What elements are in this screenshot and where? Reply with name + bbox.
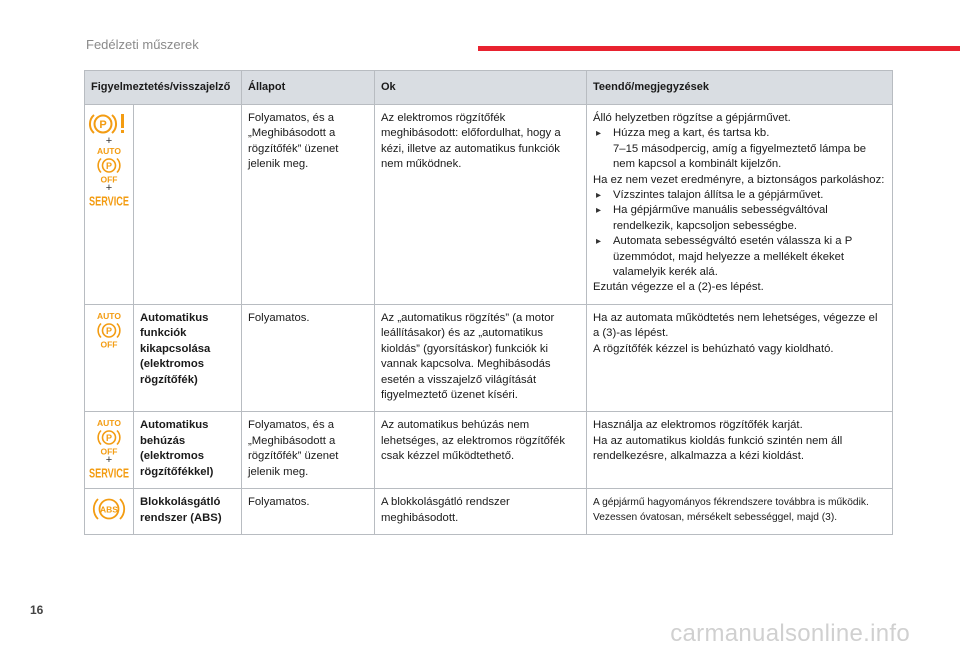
warning-icons-cell (85, 105, 134, 305)
warning-name (134, 105, 242, 305)
warning-name: Automatikus behúzás (elektromos rögzítőfékkel) (134, 412, 242, 489)
warning-name: Automatikus funkciók kikapcsolása (elektromos rögzítőfék) (134, 304, 242, 411)
svg-text:P: P (99, 119, 107, 131)
svg-text:SERVICE: SERVICE (89, 465, 130, 481)
section-title: Fedélzeti műszerek (86, 37, 199, 52)
svg-text:AUTO: AUTO (97, 418, 121, 429)
state-text: Folyamatos, és a „Meghibásodott a rögzítőfék” üzenet jelenik meg. (242, 412, 375, 489)
warning-name: Blokkolásgátló rendszer (ABS) (134, 489, 242, 535)
action-line: Ha ez nem vezet eredményre, a biztonságos parkoláshoz: (593, 173, 885, 186)
action-cell (587, 412, 893, 489)
header-cause: Ok (375, 71, 587, 105)
plus-sign: + (105, 182, 113, 194)
warning-icons-cell (85, 489, 134, 535)
page-number: 16 (30, 603, 44, 617)
action-bullet: ▸ Automata sebességváltó esetén válassza ki a P üzemmódot, majd helyezze a mellékelt ékeket valamelyik kerék alá. (593, 234, 886, 280)
section-accent-bar (478, 46, 960, 51)
table-row (85, 489, 893, 535)
warning-icons-cell (85, 412, 134, 489)
action-bullet: ▸ Vízszintes talajon állítsa le a gépjárművet. (593, 188, 886, 203)
table-row (85, 105, 893, 305)
action-line: Álló helyzetben rögzítse a gépjárművet. (593, 112, 791, 124)
svg-text:AUTO: AUTO (97, 310, 121, 321)
svg-text:P: P (105, 325, 113, 336)
action-cell (587, 489, 893, 535)
plus-sign: + (105, 135, 113, 147)
action-line: A rögzítőfék kézzel is behúzható vagy kioldható. (593, 342, 834, 355)
header-warning: Figyelmeztetés/visszajelző (85, 71, 242, 105)
header-state: Állapot (242, 71, 375, 105)
table-header-row (85, 71, 893, 105)
svg-text:OFF: OFF (100, 446, 118, 457)
svg-text:OFF: OFF (100, 174, 118, 185)
action-bullet: ▸ Húzza meg a kart, és tartsa kb. (593, 126, 886, 141)
state-text: Folyamatos. (242, 489, 375, 535)
svg-text:P: P (105, 433, 113, 444)
state-text: Folyamatos, és a „Meghibásodott a rögzítőfék” üzenet jelenik meg. (242, 105, 375, 305)
action-line: Ha az automatikus kioldás funkció szintén nem áll rendelkezésre, alkalmazza a kézi kioldást. (593, 434, 843, 463)
action-bullet: ▸ Ha gépjárműve manuális sebességváltóval rendelkezik, kapcsoljon sebességbe. (593, 203, 886, 234)
svg-text:P: P (105, 161, 113, 171)
svg-text:AUTO: AUTO (97, 146, 121, 156)
header-action: Teendő/megjegyzések (587, 71, 893, 105)
auto-p-off-icon (92, 146, 126, 184)
service-icon (88, 465, 130, 480)
svg-text:ABS: ABS (100, 504, 118, 515)
warning-icons-cell (85, 304, 134, 411)
svg-text:OFF: OFF (100, 339, 118, 350)
cause-text: A blokkolásgátló rendszer meghibásodott. (375, 489, 587, 535)
action-line: A gépjármű hagyományos fékrendszere továbbra is működik. Vezessen óvatosan, mérsékelt sebességgel, majd (3). (593, 497, 869, 524)
table-row (85, 304, 893, 411)
action-line: Ezután végezze el a (2)-es lépést. (593, 281, 764, 294)
table-row (85, 412, 893, 489)
action-cell (587, 304, 893, 411)
parking-brake-fault-icon (89, 111, 129, 137)
watermark: carmanualsonline.info (670, 620, 910, 647)
abs-icon (90, 495, 128, 523)
svg-text:SERVICE: SERVICE (89, 193, 130, 209)
plus-sign: + (105, 454, 113, 467)
warning-lights-table (84, 70, 893, 535)
action-line: Használja az elektromos rögzítőfék karját. (593, 419, 803, 432)
action-line: Ha az automata működtetés nem lehetséges, végezze el a (3)-as lépést. (593, 311, 878, 340)
cause-text: Az elektromos rögzítőfék meghibásodott: előfordulhat, hogy a kézi, illetve az automatikus funkciók nem működnek. (375, 105, 587, 305)
cause-text: Az automatikus behúzás nem lehetséges, az elektromos rögzítőfék csak kézzel működtethető. (375, 412, 587, 489)
service-icon (88, 193, 130, 208)
cause-text: Az „automatikus rögzítés” (a motor leállításakor) és az „automatikus kioldás” (gyorsításkor) funkciók ki vannak kapcsolva. Meghibásodás esetén a visszajelző világítását figyelmeztető üzenet kíséri. (375, 304, 587, 411)
state-text: Folyamatos. (242, 304, 375, 411)
auto-p-off-icon (92, 418, 126, 456)
auto-p-off-icon (92, 311, 126, 349)
action-line: 7–15 másodpercig, amíg a figyelmeztető lámpa be nem kapcsol a kombinált kijelzőn. (613, 142, 867, 171)
action-cell (587, 105, 893, 305)
